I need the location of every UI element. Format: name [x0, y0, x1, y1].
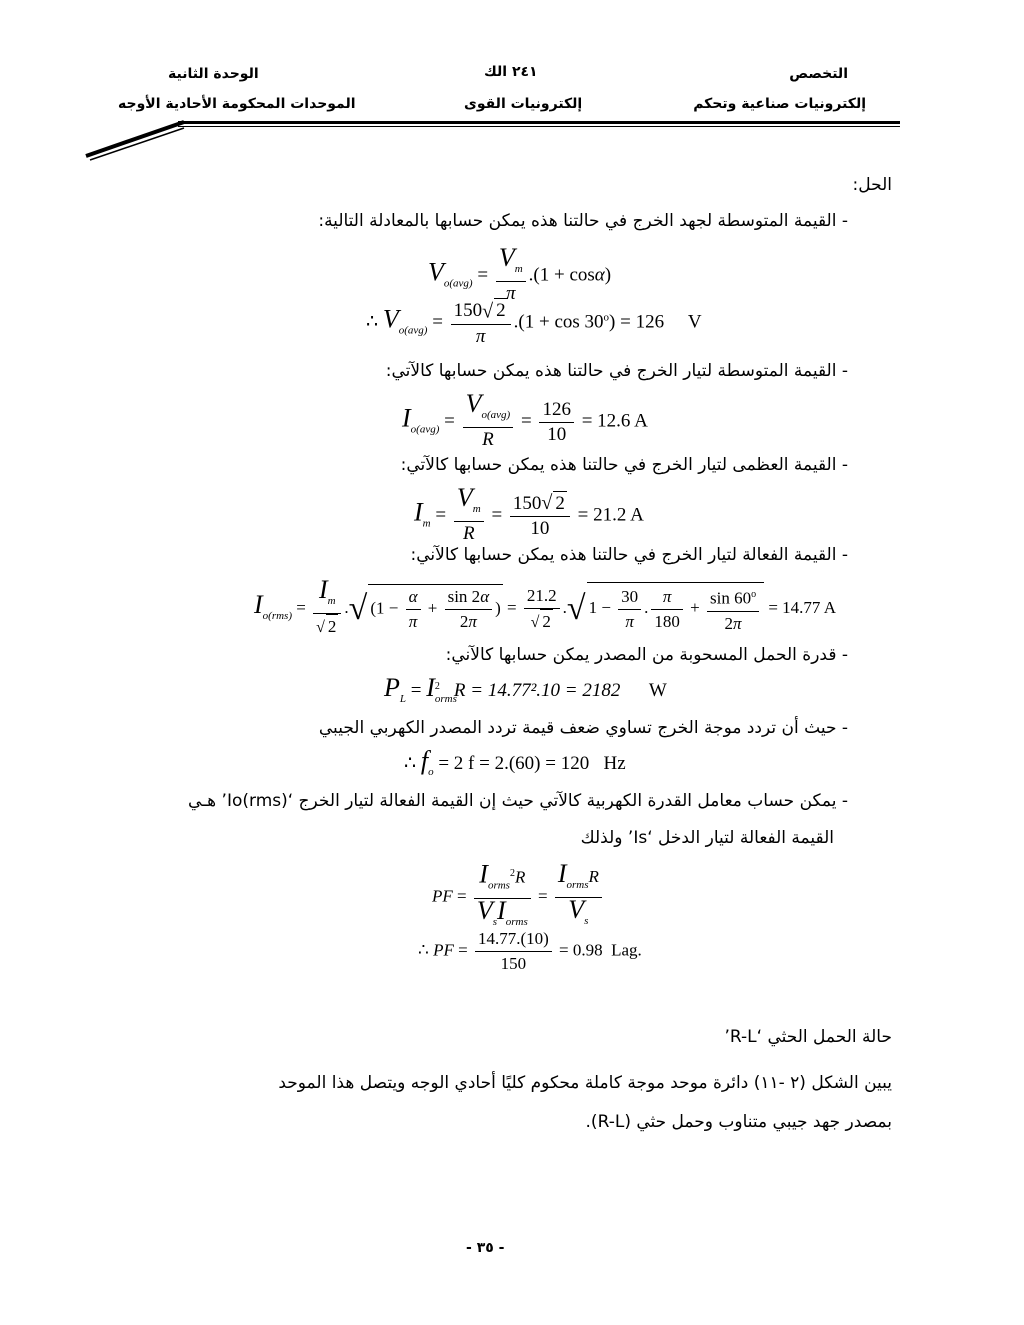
text-line-is: القيمة الفعالة لتيار الدخل ‘Is’ ولذلك	[580, 828, 834, 848]
header-unit-title: الموحدات المحكومة الأحادية الأوجه	[118, 96, 356, 112]
text-line-pf: - يمكن حساب معامل القدرة الكهربية كالآتي حيث إن القيمة الفعالة لتيار الخرج ‘Io(rms)’ هـي	[188, 791, 848, 811]
equation-irms: $I_{o(rms)}$ = $\frac{I_m}{√ 2}$ .√ (1 − $\frac{\alpha}{\pi}$ + $\frac{\sin 2\alpha}{2\pi}$ ) = $\frac{21.2}{√ 2}$ .√ 1 − $\frac{30}{\pi}$ . $\frac{\pi}{180}$ + $\frac{\sin 60^o}{2\pi}$ = 14.77 A	[254, 578, 836, 640]
text-line-iavg: - القيمة المتوسطة لتيار الخرج في حالتنا هذه يمكن حسابها كالآتي:	[385, 361, 848, 381]
equation-vavg-formula: $V_{o(avg)}$ = $\frac{V_m}{\pi}$ .(1 + cosα)	[428, 243, 612, 304]
equation-pf-formula: PF = $\frac{I_{orms}^2R}{V_sI_{orms}}$ = $\frac{I_{orms}R}{V_s}$	[432, 862, 605, 934]
header-specialty-label: التخصص	[789, 66, 848, 82]
text-line-irms: - القيمة الفعالة لتيار الخرج في حالتنا هذه يمكن حسابها كالآني:	[410, 545, 848, 565]
equation-im: $I_m$ = $\frac{V_m}{R}$ = $\frac{150√ 2}{10}$ = 21.2 A	[414, 483, 644, 544]
text-line-fo: - حيث أن تردد موجة الخرج تساوي ضعف قيمة تردد المصدر الكهربي الجيبي	[318, 718, 848, 738]
text-line-im: - القيمة العظمى لتيار الخرج في حالتنا هذه يمكن حسابها كالآتي:	[400, 455, 848, 475]
header-swoosh	[80, 118, 190, 164]
equation-vavg-value: ∴ $V_{o(avg)}$ = $\frac{150√ 2}{\pi}$ $.(1 + \cos 30^o) = 126$ V	[366, 300, 702, 347]
header-unit-label: الوحدة الثانية	[168, 66, 259, 82]
header-rule-thin	[178, 126, 900, 127]
paragraph-line-2: بمصدر جهد جيبي متناوب وحمل حثي (R-L).	[585, 1112, 892, 1132]
text-line-pl: - قدرة الحمل المسحوبة من المصدر يمكن حسابها كالآني:	[445, 645, 848, 665]
paragraph-line-1: يبين الشكل (٢ -١١) دائرة موحد موجة كاملة محكوم كليًا أحادي الوجه ويتصل هذا الموحد	[278, 1073, 892, 1093]
equation-pl: $P_L = I_{orms}^2$ R = 14.77².10 = 2182 W	[384, 673, 667, 705]
equation-iavg: $I_{o(avg)}$ = $\frac{V_{o(avg)}}{R}$ = $\frac{126}{10}$ = 12.6 A	[402, 389, 648, 450]
text-line-vavg: - القيمة المتوسطة لجهد الخرج في حالتنا هذه يمكن حسابها بالمعادلة التالية:	[318, 211, 848, 231]
section-title: حالة الحمل الحثي ‘R-L’	[724, 1027, 892, 1047]
equation-pf-value: ∴ PF = $\frac{14.77.(10)}{150}$ = 0.98 Lag.	[418, 929, 642, 973]
header-specialty-value: إلكترونيات صناعية وتحكم	[693, 96, 866, 112]
solution-heading: الحل:	[852, 175, 892, 195]
header-rule-thick	[178, 121, 900, 124]
header-course-title: إلكترونيات القوى	[464, 96, 583, 112]
header-course-code: ٢٤١ الك	[484, 64, 538, 80]
equation-fo: ∴ $f_o = 2$ f = 2.(60) = 120 Hz	[404, 746, 626, 778]
page-number: - ٣٥ -	[466, 1240, 505, 1256]
